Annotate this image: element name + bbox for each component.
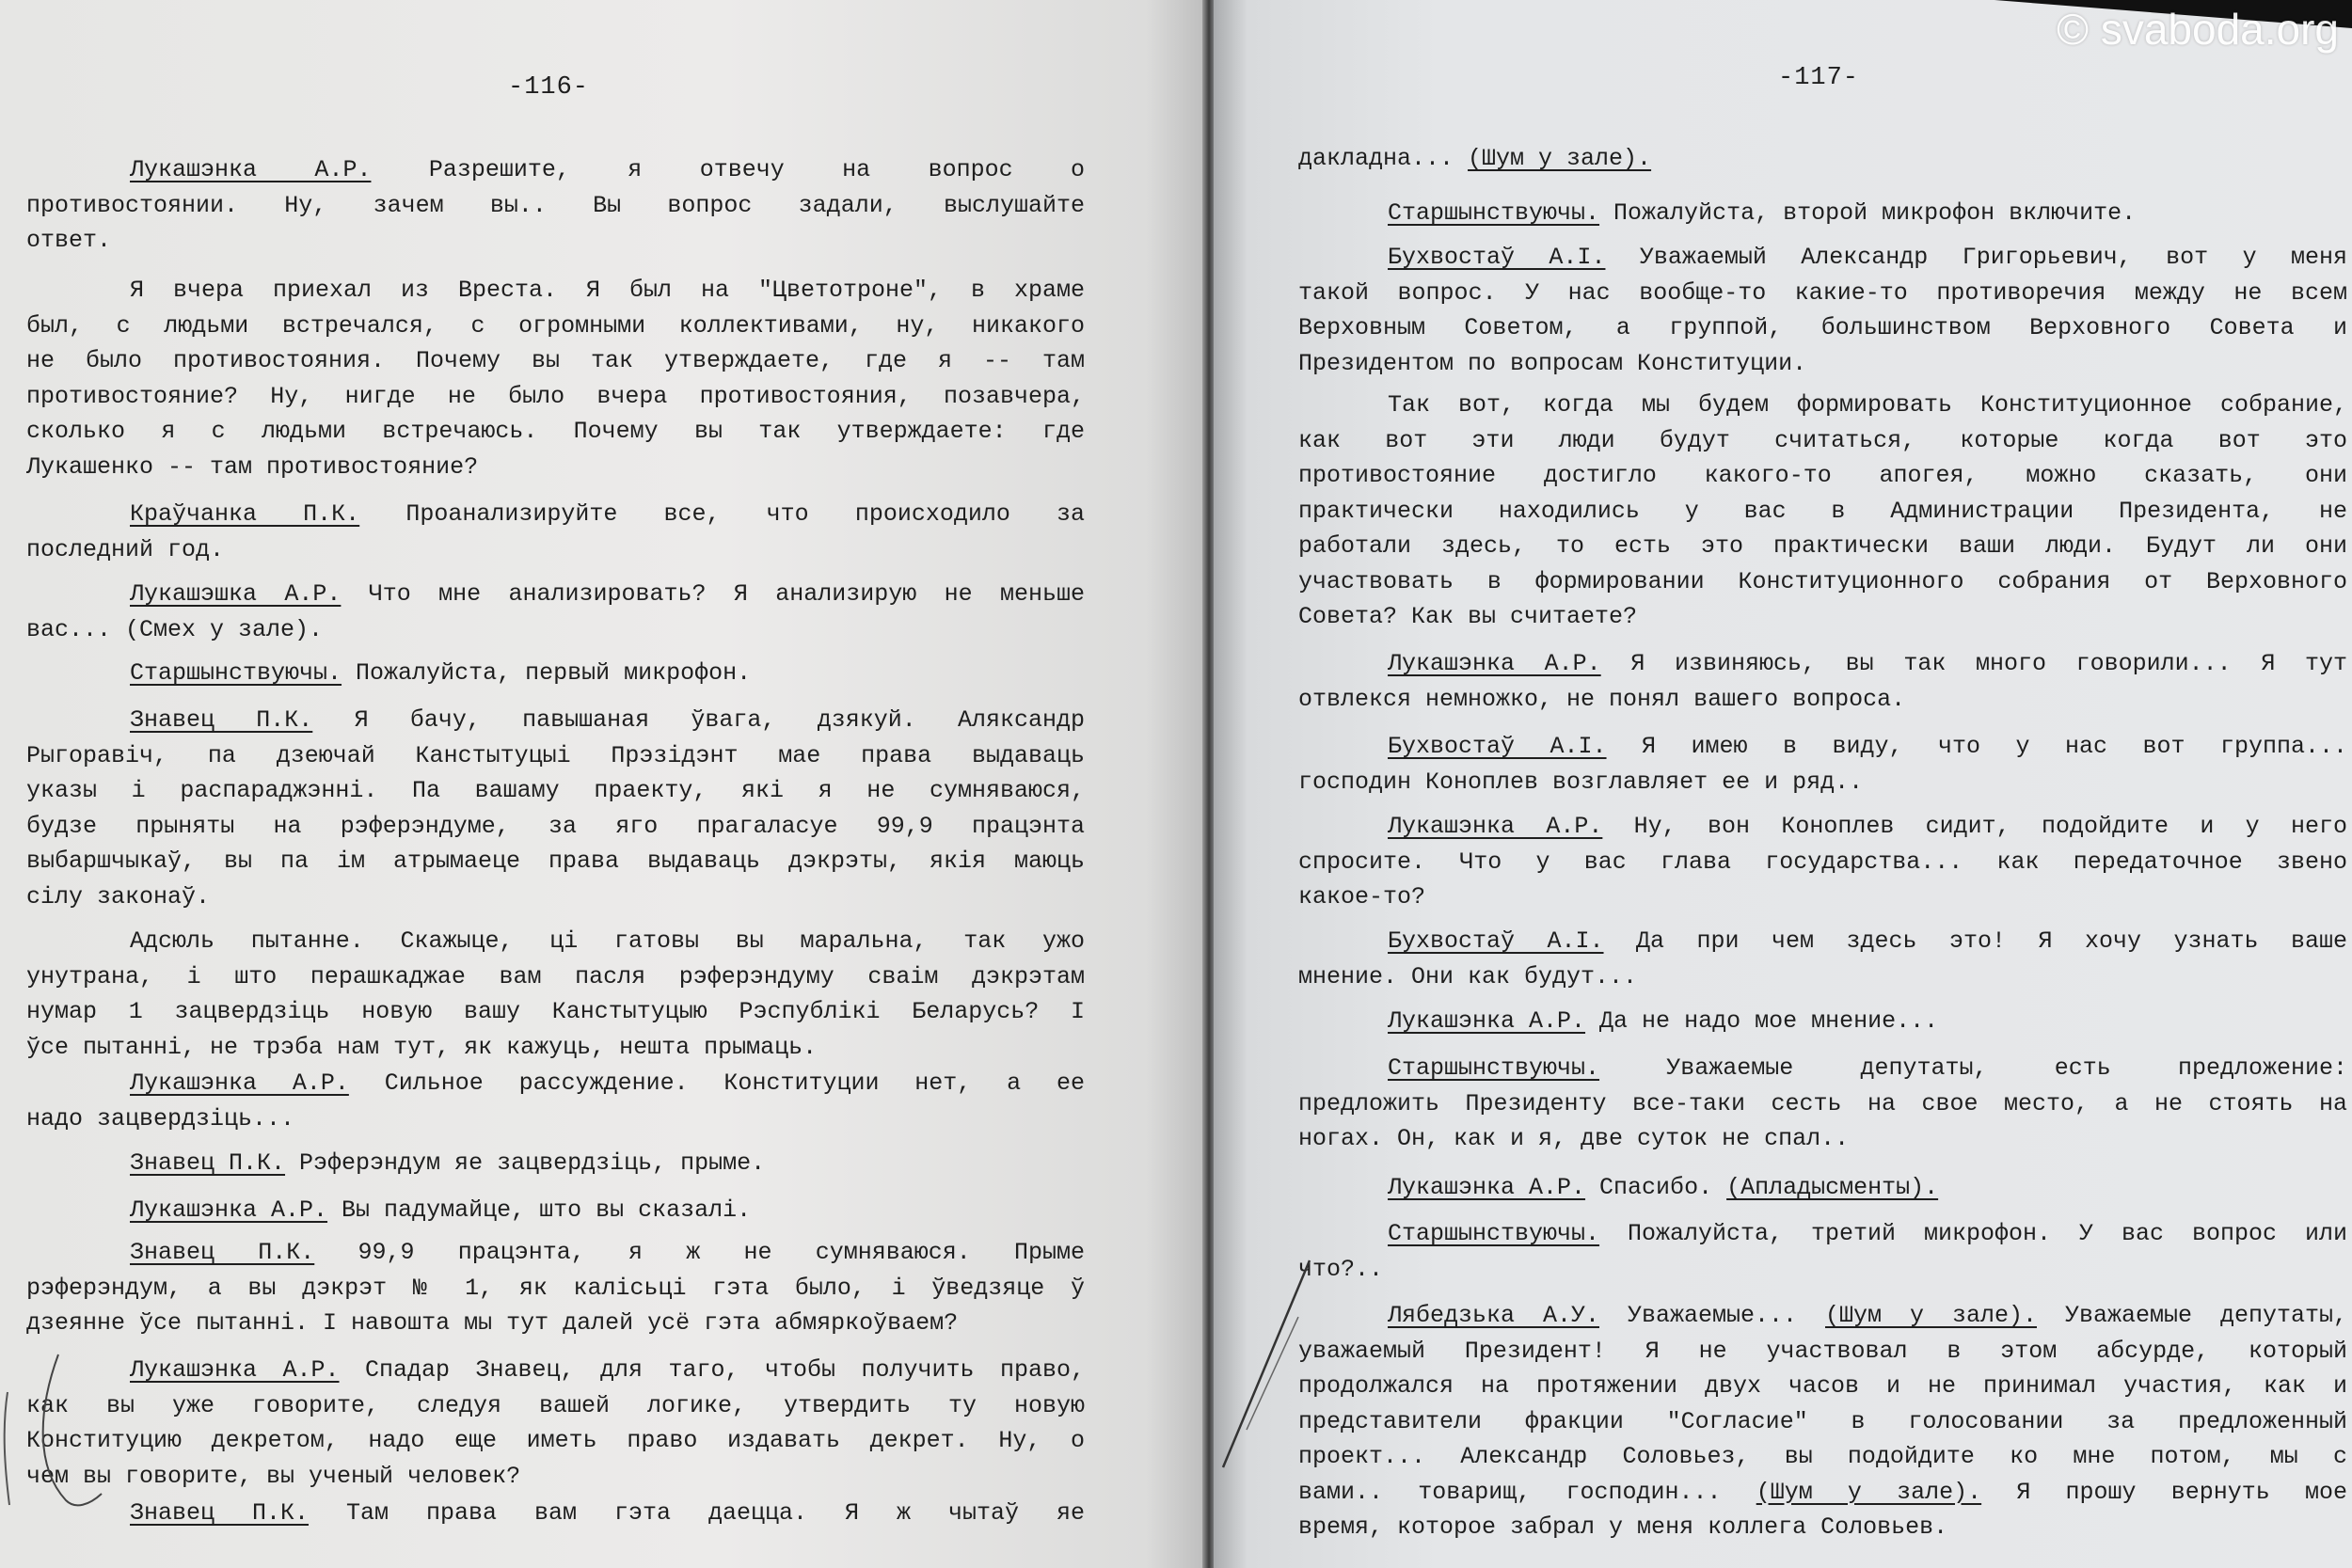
speech-text: Рыгоравіч, па дзеючай Канстытуцыі Прэзідэнт мае права выдаваць <box>26 741 1085 769</box>
speaker-name: Знавец П.К. <box>130 1239 315 1266</box>
stage-direction: (Шум у зале). <box>1756 1478 1982 1506</box>
speech-text: дакладна... <box>1298 145 1469 172</box>
speech-text: Уважаемый Александр Григорьевич, вот у меня <box>1605 244 2347 271</box>
stage-direction: (Апладысменты). <box>1726 1174 1939 1201</box>
transcript-paragraph <box>26 1353 1085 1494</box>
text-line <box>1298 879 2347 915</box>
text-line <box>26 703 1085 738</box>
speech-text: Сильное рассуждение. Конституции нет, а ее <box>348 1069 1085 1097</box>
text-line <box>26 738 1085 774</box>
transcript-paragraph <box>26 1193 1085 1228</box>
text-line <box>1298 1170 2347 1206</box>
text-line <box>1298 1051 2347 1086</box>
transcript-paragraph <box>1298 1216 2347 1287</box>
speech-text: Лукашенко -- там противостояние? <box>26 452 479 481</box>
speaker-name: Лукашэнка А.Р. <box>1388 1007 1586 1035</box>
text-line <box>26 497 1085 532</box>
speech-text: как вот эти люди будут считаться, которые когда вот это <box>1298 426 2347 454</box>
speech-text: Да не надо мое мнение... <box>1585 1007 1939 1035</box>
speech-text: Верховным Советом, а группой, большинством Верховного Совета и <box>1298 314 2347 341</box>
speaker-name: Лукашэнка А.Р. <box>1388 1174 1586 1201</box>
speech-text: рэферэндум, а вы дэкрэт № 1, як калісьці гэта было, і ўведзяце ў <box>26 1274 1085 1302</box>
speech-text: отвлекся немножко, не понял вашего вопроса. <box>1298 685 1906 713</box>
transcript-paragraph <box>26 656 1085 691</box>
speech-text: практически находились у вас в Администрации Президента, не <box>1298 497 2347 525</box>
speech-text: Я извиняюсь, вы так много говорили... Я тут <box>1600 650 2347 677</box>
speech-text: 99,9 працэнта, я ж не сумняваюся. Прыме <box>314 1239 1085 1266</box>
speech-text: Я прошу вернуть мое <box>1981 1478 2347 1506</box>
text-line <box>1298 1121 2347 1157</box>
speech-text: ногах. Он, как и я, две суток не спал.. <box>1298 1125 1850 1152</box>
speech-text: вами.. товарищ, господин... <box>1298 1478 1756 1506</box>
transcript-paragraph <box>26 577 1085 647</box>
text-line <box>1298 809 2347 845</box>
text-line <box>26 343 1085 379</box>
transcript-paragraph <box>26 1235 1085 1341</box>
speech-text: Пожалуйста, второй микрофон включите. <box>1599 199 2137 227</box>
transcript-paragraph <box>1298 240 2347 381</box>
text-line <box>26 1030 1085 1066</box>
speaker-name: Бухвостаў А.І. <box>1388 244 1606 271</box>
text-line <box>1298 1298 2347 1334</box>
speech-text: противостояние достигло какого-то апогея, можно сказать, они <box>1298 462 2347 489</box>
text-line <box>1298 765 2347 800</box>
transcript-paragraph <box>1298 196 2347 231</box>
text-line <box>26 1306 1085 1341</box>
transcript-paragraph <box>1298 1051 2347 1157</box>
transcript-paragraph <box>1298 1004 2347 1039</box>
text-line <box>1298 729 2347 765</box>
speech-text: Пожалуйста, третий микрофон. У вас вопрос или <box>1599 1220 2347 1247</box>
text-line <box>1298 240 2347 276</box>
text-line <box>26 1496 1085 1531</box>
speaker-name: Знавец П.К. <box>130 1499 310 1527</box>
speech-text: Проанализируйте все, что происходило за <box>359 500 1085 528</box>
text-line <box>26 1459 1085 1495</box>
speech-text: Да при чем здесь это! Я хочу узнать ваше <box>1603 927 2347 955</box>
text-line <box>26 1101 1085 1137</box>
text-line <box>26 152 1085 188</box>
text-line <box>1298 845 2347 880</box>
speaker-name: Лукашэнка А.Р. <box>130 1356 340 1384</box>
speech-text: Спасибо. <box>1585 1174 1727 1201</box>
transcript-paragraph <box>26 703 1085 914</box>
speech-text: Президентом по вопросам Конституции. <box>1298 349 1807 377</box>
transcript-paragraph <box>1298 729 2347 800</box>
text-line <box>1298 494 2347 530</box>
text-line <box>26 188 1085 224</box>
speaker-name: Старшынствуючы. <box>130 659 342 687</box>
text-line <box>26 450 1085 485</box>
transcript-paragraph <box>26 1146 1085 1181</box>
transcript-paragraph <box>1298 809 2347 915</box>
text-line <box>1298 959 2347 995</box>
speech-text: Там права вам гэта даецца. Я ж чытаў яе <box>309 1499 1085 1527</box>
speech-text: Так вот, когда мы будем формировать Конституционное собрание, <box>1388 391 2347 419</box>
speech-text: уважаемый Президент! Я не участвовал в этом абсурде, который <box>1298 1337 2347 1365</box>
speech-text: участвовать в формировании Конституционного собрания от Верховного <box>1298 567 2347 595</box>
transcript-paragraph <box>1298 1170 2347 1206</box>
text-line <box>26 924 1085 959</box>
speech-text: Пожалуйста, первый микрофон. <box>342 659 752 687</box>
text-line <box>1298 646 2347 682</box>
speech-text: как вы уже говорите, следуя вашей логике, утвердить ту новую <box>26 1391 1085 1419</box>
speech-text: сколько я с людьми встречаюсь. Почему вы так утверждаете: где <box>26 418 1085 445</box>
speaker-name: Старшынствуючы. <box>1388 1054 1600 1082</box>
speech-text: Уважаемые... <box>1599 1302 1825 1329</box>
speaker-name: Старшынствуючы. <box>1388 199 1600 227</box>
text-line <box>1298 310 2347 346</box>
text-line <box>1298 346 2347 382</box>
speech-text: ответ. <box>26 227 112 254</box>
speech-text: Уважаемые депутаты, есть предложение: <box>1599 1054 2347 1082</box>
text-line <box>1298 1004 2347 1039</box>
speaker-name: Лукашэшка А.Р. <box>130 580 342 608</box>
speech-text: спросите. Что у вас глава государства... как передаточное звено <box>1298 847 2347 876</box>
speaker-name: Знавец П.К. <box>130 706 313 734</box>
stage-direction: (Шум у зале). <box>1825 1302 2037 1329</box>
speech-text: Спадар Знавец, для таго, чтобы получить право, <box>339 1356 1085 1384</box>
text-line <box>26 1423 1085 1459</box>
text-line <box>26 532 1085 568</box>
text-line <box>1298 1510 2347 1545</box>
text-line <box>1298 1252 2347 1288</box>
transcript-paragraph <box>1298 1298 2347 1545</box>
speaker-name: Знавец П.К. <box>130 1149 286 1177</box>
text-line <box>1298 1404 2347 1440</box>
speaker-name: Лукашэнка А.Р. <box>1388 650 1601 677</box>
speech-text: Я вчера приехал из Вреста. Я был на "Цветотроне", в храме <box>130 277 1085 304</box>
transcript-paragraph <box>1298 924 2347 994</box>
text-line <box>1298 1086 2347 1122</box>
speech-text: Я имею в виду, что у нас вот группа... <box>1606 733 2347 760</box>
transcript-paragraph <box>1298 388 2347 635</box>
speech-text: будзе прыняты на рэферэндуме, за яго прагаласуе 99,9 працэнта <box>26 812 1085 840</box>
text-line <box>26 1271 1085 1307</box>
text-line <box>1298 141 2347 177</box>
transcript-paragraph <box>26 152 1085 259</box>
text-line <box>26 1146 1085 1181</box>
speech-text: продолжался на протяжении двух часов и не принимал участия, как и <box>1298 1372 2347 1400</box>
speaker-name: Лукашэнка А.Р. <box>130 156 372 183</box>
text-line <box>1298 1369 2347 1404</box>
transcript-paragraph <box>26 1496 1085 1531</box>
text-line <box>26 379 1085 415</box>
text-line <box>26 879 1085 915</box>
speech-text: чем вы говорите, вы ученый человек? <box>26 1462 521 1490</box>
speech-text: противостояние? Ну, нигде не было вчера противостояния, позавчера, <box>26 382 1085 410</box>
text-line <box>26 994 1085 1030</box>
text-line <box>1298 529 2347 564</box>
text-line <box>1298 388 2347 423</box>
speaker-name: Лукашэнка А.Р. <box>130 1196 328 1224</box>
speech-text: последний год. <box>26 535 225 563</box>
text-line <box>26 612 1085 648</box>
transcript-paragraph <box>1298 141 2347 177</box>
text-line <box>1298 924 2347 959</box>
text-line <box>1298 423 2347 459</box>
speech-text: какое-то? <box>1298 883 1426 911</box>
text-line <box>1298 1475 2347 1511</box>
text-line <box>1298 599 2347 635</box>
text-line <box>26 1193 1085 1228</box>
speech-text: господин Коноплев возглавляет ее и ряд.. <box>1298 768 1864 796</box>
text-line <box>26 1066 1085 1101</box>
speech-text: Совета? Как вы считаете? <box>1298 603 1638 630</box>
text-line <box>26 1353 1085 1388</box>
speech-text: дзеянне ўсе пытанні. І навошта мы тут далей усё гэта абмяркоўваем? <box>26 1309 959 1337</box>
speaker-name: Бухвостаў А.І. <box>1388 733 1607 760</box>
speech-text: проект... Александр Соловьез, вы подойдите ко мне потом, мы с <box>1298 1443 2347 1470</box>
text-line <box>1298 276 2347 311</box>
transcript-paragraph <box>26 273 1085 484</box>
speech-text: Разрешите, я отвечу на вопрос о <box>371 156 1085 183</box>
right-page-117 <box>1214 0 2352 1568</box>
text-line <box>26 273 1085 309</box>
transcript-paragraph <box>26 924 1085 1065</box>
speech-text: предложить Президенту все-таки сесть на свое место, а не стоять на <box>1298 1089 2347 1117</box>
speech-text: Что мне анализировать? Я анализирую не меньше <box>341 580 1085 608</box>
text-line <box>1298 1334 2347 1370</box>
speech-text: вас... (Смех у зале). <box>26 615 324 643</box>
speech-text: что?.. <box>1298 1255 1384 1283</box>
speaker-name: Лябедзька А.У. <box>1388 1302 1600 1329</box>
speech-text: нумар 1 зацвердзіць новую вашу Канстытуцыю Рэспублікі Беларусь? І <box>26 998 1085 1025</box>
text-line <box>26 959 1085 995</box>
speech-text: Уважаемые депутаты, <box>2036 1302 2347 1329</box>
text-line <box>26 809 1085 845</box>
speech-text: мнение. Они как будут... <box>1298 962 1638 990</box>
transcript-paragraph <box>1298 646 2347 717</box>
speech-text: надо зацвердзіць... <box>26 1104 295 1132</box>
text-line <box>26 577 1085 612</box>
speech-text: Вы падумайце, што вы сказалі. <box>327 1196 752 1224</box>
text-line <box>26 223 1085 259</box>
speech-text: сілу законаў. <box>26 882 211 911</box>
speech-text: Рэферэндум яе зацвердзіць, прыме. <box>285 1149 766 1177</box>
speech-text: представители фракции "Согласие" в голосовании за предложенный <box>1298 1407 2347 1435</box>
speaker-name: Бухвостаў А.І. <box>1388 927 1604 955</box>
text-line <box>26 656 1085 691</box>
speaker-name: Краўчанка П.К. <box>130 500 360 528</box>
speech-text: Конституцию декретом, надо еще иметь право издавать декрет. Ну, о <box>26 1427 1085 1454</box>
speech-text: был, с людьми встречался, с огромными коллективами, ну, никакого <box>26 311 1085 340</box>
speech-text: время, которое забрал у меня коллега Соловьев. <box>1298 1513 1948 1541</box>
text-line <box>26 1388 1085 1424</box>
stage-direction: (Шум у зале). <box>1468 145 1652 172</box>
speaker-name: Лукашэнка А.Р. <box>130 1069 349 1097</box>
speech-text: унутрана, і што перашкаджае вам пасля рэферэндуму сваім дэкрэтам <box>26 962 1085 990</box>
speaker-name: Лукашэнка А.Р. <box>1388 813 1603 840</box>
text-line <box>1298 564 2347 600</box>
text-line <box>26 844 1085 879</box>
text-line <box>1298 1216 2347 1252</box>
text-line <box>26 309 1085 344</box>
text-line <box>1298 1439 2347 1475</box>
speech-text: не было противостояния. Почему вы так утверждаете, где я -- там <box>26 347 1085 374</box>
text-line <box>1298 458 2347 494</box>
text-line <box>1298 682 2347 718</box>
watermark-logo: © svaboda.org <box>2057 5 2339 54</box>
speech-text: Я бачу, павышаная ўвага, дзякуй. Аляксандр <box>312 706 1085 734</box>
text-line <box>1298 196 2347 231</box>
page-number: -117- <box>1778 64 1860 92</box>
text-line <box>26 773 1085 809</box>
transcript-paragraph <box>26 1066 1085 1136</box>
speech-text: ўсе пытанні, не трэба нам тут, як кажуць, нешта прымаць. <box>26 1033 818 1061</box>
page-number: -116- <box>508 73 590 102</box>
speech-text: указы і распараджэнні. Па вашаму праекту, які я не сумняваюся, <box>26 777 1085 804</box>
text-line <box>26 1235 1085 1271</box>
speech-text: Ну, вон Коноплев сидит, подойдите и у него <box>1602 813 2347 840</box>
speech-text: Адсюль пытанне. Скажыце, ці гатовы вы маральна, так ужо <box>130 927 1085 955</box>
speech-text: выбаршчыкаў, вы па ім атрымаеце права выдаваць дэкрэты, якія маюць <box>26 847 1085 875</box>
transcript-paragraph <box>26 497 1085 567</box>
speech-text: противостоянии. Ну, зачем вы.. Вы вопрос задали, выслушайте <box>26 191 1085 219</box>
speaker-name: Старшынствуючы. <box>1388 1220 1600 1247</box>
text-line <box>26 414 1085 450</box>
speech-text: работали здесь, то есть это практически ваши люди. Будут ли они <box>1298 532 2347 560</box>
speech-text: такой вопрос. У нас вообще-то какие-то противоречия между не всем <box>1298 278 2347 307</box>
